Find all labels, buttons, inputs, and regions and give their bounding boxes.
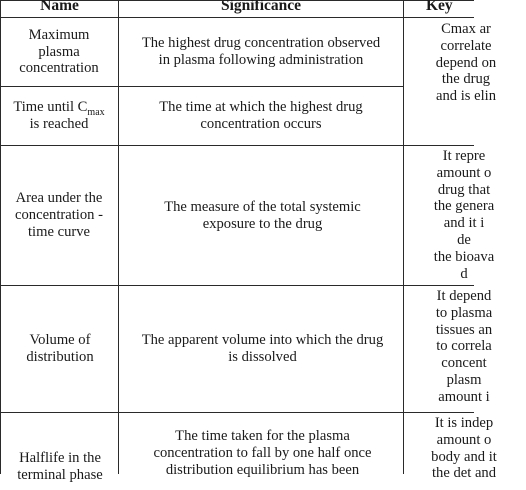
column-divider-1	[118, 0, 119, 474]
row-4-name: Volume of distribution	[26, 332, 94, 365]
row-3-significance: The measure of the total systemic exposure to the drug	[164, 198, 361, 232]
row-4-key: It depend to plasma tissues an to correla concent plasm amount i	[435, 288, 493, 405]
header-key: Key	[426, 0, 453, 14]
row-5-significance: The time taken for the plasma concentration to fall by one half once distribution equilibrium has been	[153, 428, 372, 478]
row-2-name: Time until $C_{max}$ is reached	[13, 99, 105, 132]
table-left-border	[0, 0, 1, 474]
row-3-name: Area under the concentration - time curve	[15, 190, 103, 240]
row-5-name: Halflife in the terminal phase	[17, 450, 103, 483]
row-2-significance: The time at which the highest drug concentration occurs	[159, 99, 363, 132]
row-5-key: It is indep amount o body and it the det and	[431, 415, 497, 482]
header-name: Name	[40, 0, 79, 14]
header-significance: Significance	[220, 0, 302, 14]
row-3-key: It repre amount o drug that the genera and it i de the bioava d	[433, 148, 495, 282]
row-1-significance: The highest drug concentration observed in plasma following administration	[141, 35, 381, 68]
row-1-key: Cmax ar correlate depend on the drug and is elin	[435, 21, 497, 105]
row-4-significance: The apparent volume into which the drug is dissolved	[141, 332, 384, 365]
row-1-name: Maximum plasma concentration	[19, 26, 99, 77]
